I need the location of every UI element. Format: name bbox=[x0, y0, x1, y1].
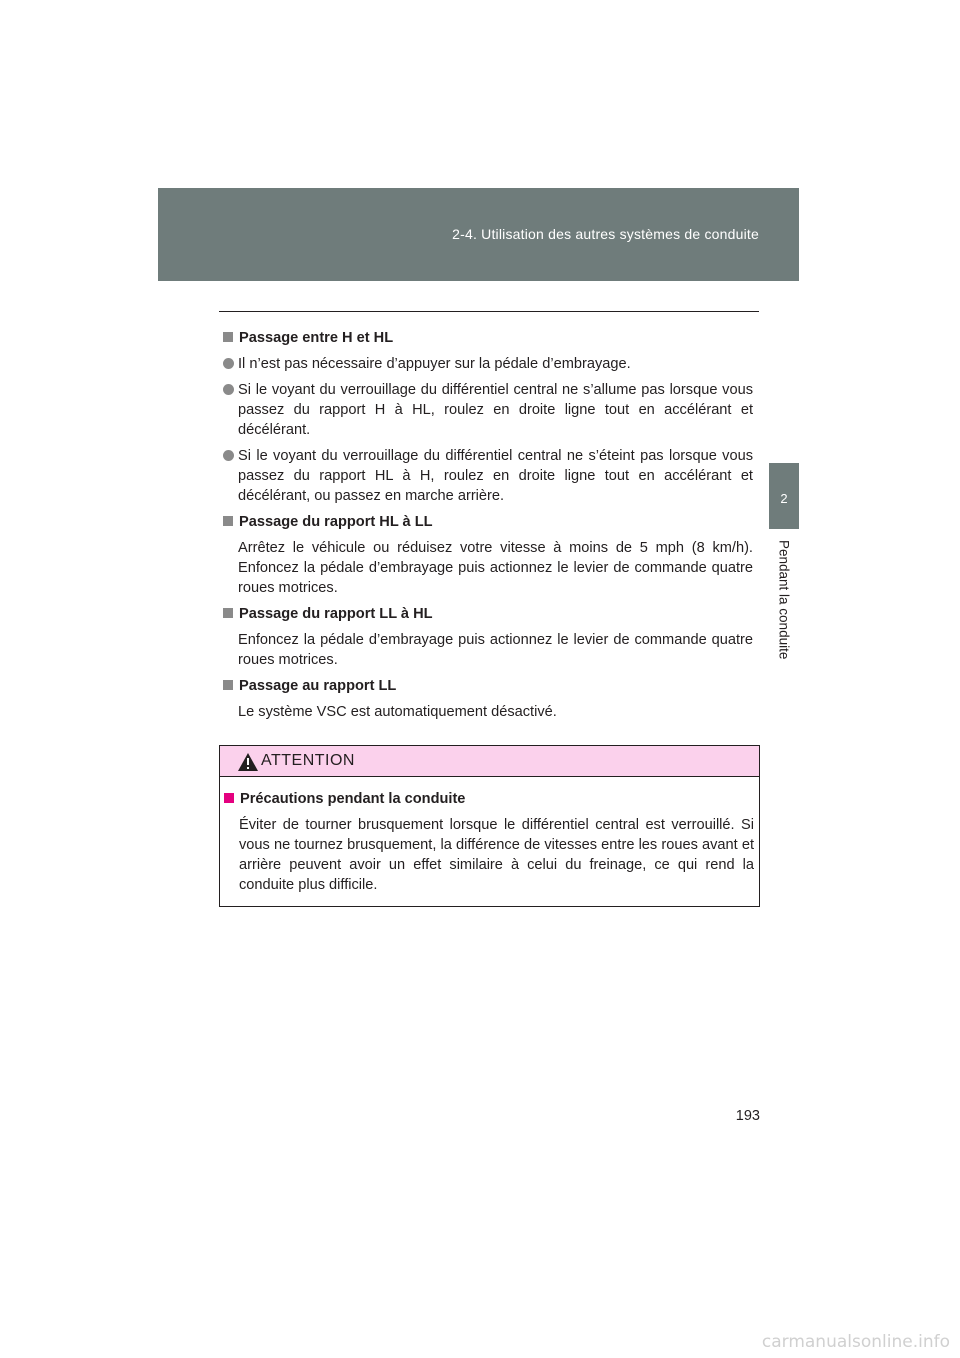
main-content bbox=[223, 328, 753, 728]
section-heading: Passage au rapport LL bbox=[223, 676, 753, 696]
attention-body bbox=[224, 789, 754, 901]
list-item: Si le voyant du verrouillage du différentiel central ne s’éteint pas lorsque vous passez du rapport HL à H, roulez en droite ligne tout en accélérant et décélérant, ou passez en marche arrière. bbox=[223, 446, 753, 506]
list-item: Si le voyant du verrouillage du différentiel central ne s’allume pas lorsque vous passez du rapport H à HL, roulez en droite ligne tout en accélérant et décélérant. bbox=[223, 380, 753, 440]
round-bullet-icon bbox=[223, 358, 234, 369]
round-bullet-icon bbox=[223, 450, 234, 461]
attention-title: ATTENTION bbox=[261, 752, 355, 769]
section-title: 2-4. Utilisation des autres systèmes de conduite bbox=[452, 226, 759, 242]
section-paragraph: Enfoncez la pédale d’embrayage puis actionnez le levier de commande quatre roues motrices. bbox=[238, 632, 753, 668]
attention-header bbox=[220, 746, 759, 777]
section-heading: Passage entre H et HL bbox=[223, 328, 753, 348]
section-header-band bbox=[158, 188, 799, 281]
round-bullet-icon bbox=[223, 384, 234, 395]
chapter-tab bbox=[769, 463, 799, 529]
attention-box bbox=[219, 745, 760, 907]
header-rule bbox=[219, 311, 759, 312]
section-paragraph: Le système VSC est automatiquement désactivé. bbox=[238, 704, 557, 720]
attention-text: Éviter de tourner brusquement lorsque le différentiel central est verrouillé. Si vous ne tournez brusquement, la différence de vitesses entre les roues avant et arrière peuvent avoir un effet similaire à celui du freinage, ce qui rend la conduite plus difficile. bbox=[239, 817, 754, 893]
section-heading: Passage du rapport HL à LL bbox=[223, 512, 753, 532]
list-item: Il n’est pas nécessaire d’appuyer sur la pédale d’embrayage. bbox=[223, 354, 753, 374]
page-number: 193 bbox=[735, 1108, 760, 1124]
warning-icon bbox=[238, 753, 258, 771]
square-bullet-icon bbox=[223, 332, 233, 342]
watermark: carmanualsonline.info bbox=[761, 1332, 950, 1352]
section-paragraph: Arrêtez le véhicule ou réduisez votre vitesse à moins de 5 mph (8 km/h). Enfoncez la pédale d’embrayage puis actionnez le levier de commande quatre roues motrices. bbox=[238, 540, 753, 596]
attention-heading: Précautions pendant la conduite bbox=[224, 789, 754, 809]
square-bullet-icon bbox=[223, 608, 233, 618]
chapter-number: 2 bbox=[780, 491, 788, 506]
chapter-label: Pendant la conduite bbox=[776, 540, 792, 660]
square-bullet-icon bbox=[224, 793, 234, 803]
section-heading: Passage du rapport LL à HL bbox=[223, 604, 753, 624]
square-bullet-icon bbox=[223, 516, 233, 526]
square-bullet-icon bbox=[223, 680, 233, 690]
